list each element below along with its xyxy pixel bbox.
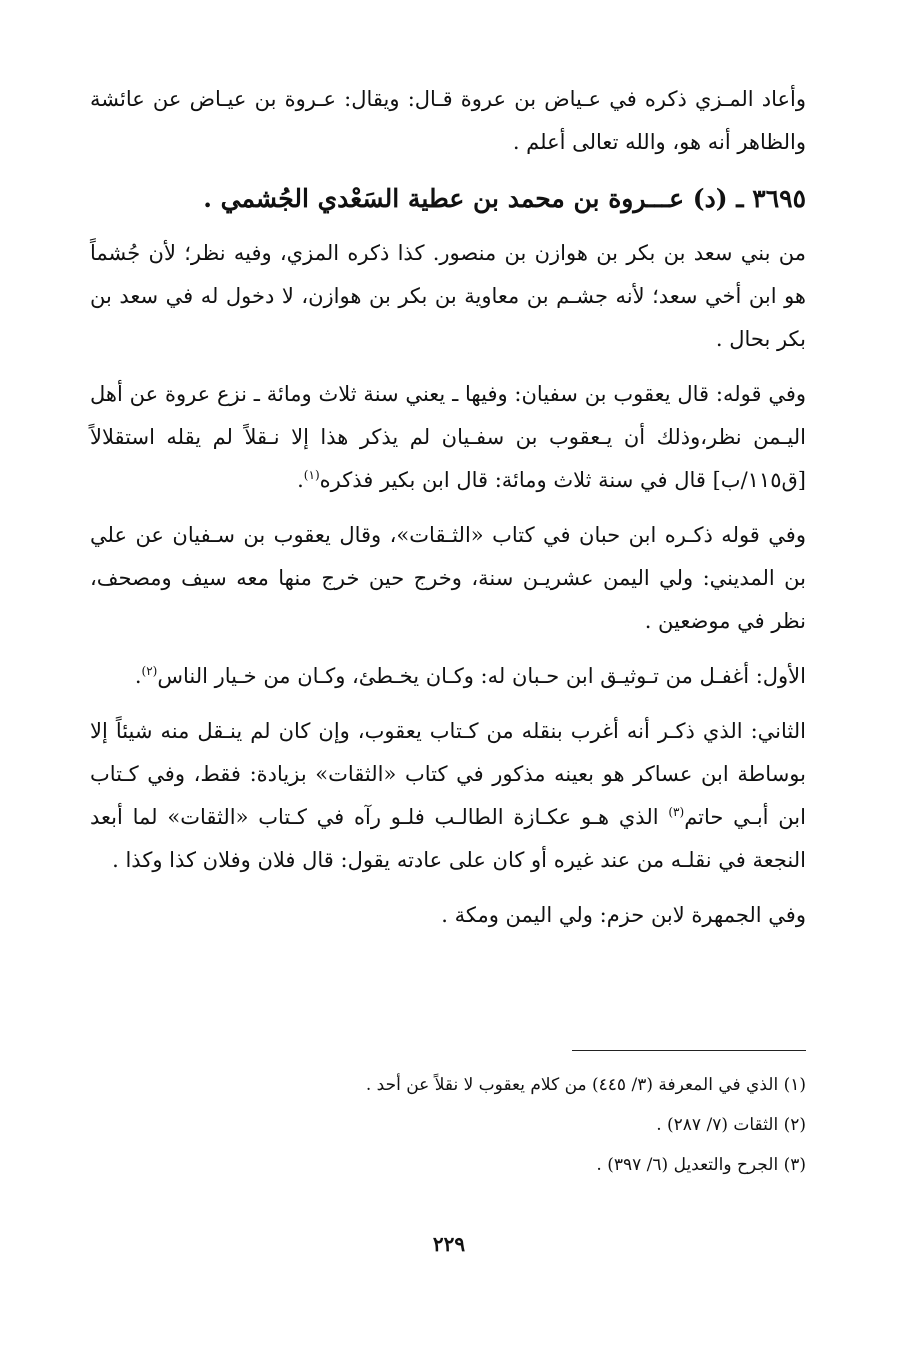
page-number: ٢٢٩ (432, 1232, 466, 1256)
paragraph-yaqub-text: وفي قوله: قال يعقوب بن سفيان: وفيها ـ يعني سنة ثلاث ومائة ـ نزع عروة عن أهل اليـمن نظر،وذلك أن يـعقوب بن سفـيان لم يذكر هذا إلا نـقلاً لم يقله استقلالاً [ق١١٥/ب] قال في سنة ثلاث ومائة: قال ابن بكير فذكره (90, 382, 806, 492)
footnote-2: (٢) الثقات (٧/ ٢٨٧) . (656, 1115, 806, 1135)
paragraph-second-point (90, 710, 806, 882)
paragraph-ibn-hibban: وفي قوله ذكـره ابن حبان في كتاب «الثـقات»، وقال يعقوب بن سـفيان عن علي بن المديني: ولي اليمن عشريـن سنة، وخرج حين خرج منها معه سيف ومصحف، نظر في موضعين . (90, 523, 806, 633)
paragraph-lineage: من بني سعد بن بكر بن هوازن بن منصور. كذا ذكره المزي، وفيه نظر؛ لأن جُشماً هو ابن أخي سعد؛ لأنه جشـم بن معاوية بن بكر بن هوازن، لا دخول له في سعد بن بكر بحال . (90, 241, 806, 351)
entry-title: ٣٦٩٥ ـ (د) عـــروة بن محمد بن عطية السَعْدي الجُشمي . (203, 184, 806, 213)
footnote-divider (572, 1050, 806, 1051)
paragraph-jamhara: وفي الجمهرة لابن حزم: ولي اليمن ومكة . (441, 903, 806, 927)
paragraph-first-text: الأول: أغفـل من تـوثيـق ابن حـبان له: وكـان يخـطئ، وكـان من خـيار الناس (157, 664, 806, 688)
footnote-ref-1: (١) (303, 468, 320, 482)
footnote-1: (١) الذي في المعرفة (٣/ ٤٤٥) من كلام يعقوب لا نقلاً عن أحد . (365, 1075, 806, 1095)
footnote-3: (٣) الجرح والتعديل (٦/ ٣٩٧) . (596, 1155, 806, 1175)
paragraph-first-point (90, 655, 806, 698)
footnote-ref-3: (٣) (668, 805, 685, 819)
paragraph-intro: وأعاد المـزي ذكره في عـياض بن عروة قـال: ويقال: عـروة بن عيـاض عن عائشة والظاهر أنه هو، والله تعالى أعلم . (90, 87, 806, 154)
footnote-ref-2: (٢) (141, 664, 158, 678)
paragraph-first-end: . (134, 664, 142, 688)
paragraph-second-text-b: الذي هـو عكـازة الطالـب فلـو رآه في كـتاب «الثقات» لما أبعد النجعة في نقلـه من عند غيره أو كان على عادته يقول: قال فلان وفلان كذا وكذا . (90, 805, 806, 872)
paragraph-second-text-a: الثاني: الذي ذكـر أنه أغرب بنقله من كـتاب يعقوب، وإن كان لم ينـقل منه شيئاً إلا بوساطة ابن عساكر هو بعينه مذكور في كتاب «الثقات» بزيادة: فقط، وفي كـتاب ابن أبـي حاتم (90, 719, 806, 829)
footnotes (90, 1066, 806, 1186)
paragraph-yaqub-end: . (297, 468, 304, 492)
page-body (90, 78, 806, 949)
paragraph-yaqub-quote (90, 373, 806, 502)
